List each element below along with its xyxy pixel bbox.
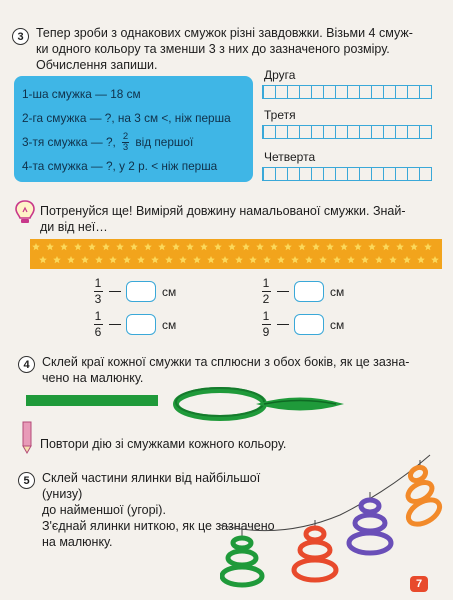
condition-row-3-pre: 3-тя смужка — ?, xyxy=(22,135,120,149)
star-icon xyxy=(361,256,369,263)
star-icon xyxy=(396,243,404,250)
ruler-label-second: Друга xyxy=(264,68,296,82)
tip-line-2: ди від неї… xyxy=(40,220,108,234)
star-icon xyxy=(326,243,334,250)
ruler-label-fourth: Четверта xyxy=(264,150,316,164)
star-icon xyxy=(277,256,285,263)
fraction-2: $\frac{1}{2}$ xyxy=(262,276,270,306)
star-icon xyxy=(417,256,425,263)
task-4-text xyxy=(42,354,447,386)
star-icon xyxy=(284,243,292,250)
star-icon xyxy=(74,243,82,250)
star-icon xyxy=(158,243,166,250)
star-icon xyxy=(235,256,243,263)
star-icon xyxy=(221,256,229,263)
answer-box-3[interactable] xyxy=(126,314,156,335)
fraction-answer-4 xyxy=(260,310,344,339)
star-icon xyxy=(228,243,236,250)
star-icon xyxy=(368,243,376,250)
ruler-label-third: Третя xyxy=(264,108,296,122)
violet-tree xyxy=(349,492,391,553)
unit-cm-2: см xyxy=(330,284,345,299)
fraction-1: $\frac{1}{3}$ xyxy=(94,276,102,306)
star-icon xyxy=(410,243,418,250)
condition-row-4: 4-та смужка — ?, у 2 р. < ніж перша xyxy=(22,159,218,173)
star-icon xyxy=(95,256,103,263)
star-icon xyxy=(305,256,313,263)
star-icon xyxy=(291,256,299,263)
star-icon xyxy=(32,243,40,250)
condition-row-1: 1-ша смужка — 18 см xyxy=(22,87,141,101)
condition-row-3-post: від першої xyxy=(132,135,194,149)
star-icon xyxy=(102,243,110,250)
task-4-number: 4 xyxy=(18,356,35,373)
task-5-line-3: З'єднай ялинки ниткою, як це зазначено xyxy=(42,519,275,533)
fraction-answer-2 xyxy=(260,277,344,306)
star-icon xyxy=(207,256,215,263)
repeat-instruction: Повтори дію зі смужками кожного кольору. xyxy=(40,437,287,451)
star-icon xyxy=(200,243,208,250)
star-icon xyxy=(319,256,327,263)
green-tree xyxy=(222,526,262,585)
star-icon xyxy=(172,243,180,250)
star-icon xyxy=(116,243,124,250)
task-5-line-4: на малюнку. xyxy=(42,535,113,549)
answer-box-1[interactable] xyxy=(126,281,156,302)
tip-line-1: Потренуйся ще! Виміряй довжину намальованої смужки. Знай- xyxy=(40,204,406,218)
star-icon xyxy=(151,256,159,263)
answer-box-4[interactable] xyxy=(294,314,324,335)
answer-ruler-fourth[interactable] xyxy=(262,167,432,181)
star-icon xyxy=(109,256,117,263)
star-icon xyxy=(263,256,271,263)
task-5-line-2: до найменшої (угорі). xyxy=(42,503,166,517)
star-icon xyxy=(424,243,432,250)
star-icon xyxy=(53,256,61,263)
star-icon xyxy=(88,243,96,250)
star-icon xyxy=(333,256,341,263)
star-icon xyxy=(130,243,138,250)
task-4-line-1: Склей краї кожної смужки та сплюсни з обох боків, як це зазна- xyxy=(42,355,410,369)
star-icon xyxy=(256,243,264,250)
task-5-number: 5 xyxy=(18,472,35,489)
lightbulb-icon xyxy=(13,198,37,228)
fraction-answer-3 xyxy=(92,310,176,339)
star-icon xyxy=(46,243,54,250)
star-icon xyxy=(354,243,362,250)
star-icon xyxy=(298,243,306,250)
star-icon xyxy=(60,243,68,250)
task-3-line-2: ки одного кольору та зменши 3 з них до зазначеного розміру. xyxy=(36,42,390,56)
star-pattern xyxy=(30,239,442,269)
star-icon xyxy=(340,243,348,250)
red-tree xyxy=(294,520,336,580)
orange-star-strip xyxy=(30,239,442,269)
task-3-number: 3 xyxy=(12,28,29,45)
star-icon xyxy=(214,243,222,250)
star-icon xyxy=(431,256,439,263)
star-icon xyxy=(81,256,89,263)
task-3-line-3: Обчислення запиши. xyxy=(36,58,158,72)
tip-text xyxy=(40,203,445,235)
star-icon xyxy=(312,243,320,250)
task-3-line-1: Тепер зроби з однакових смужок різні завдовжки. Візьми 4 смуж- xyxy=(36,26,413,40)
fraction-3: $\frac{1}{6}$ xyxy=(94,309,102,339)
fraction-answer-1 xyxy=(92,277,176,306)
orange-tree xyxy=(404,460,443,529)
star-icon xyxy=(137,256,145,263)
star-icon xyxy=(39,256,47,263)
fraction-two-thirds xyxy=(122,132,129,153)
fraction-4: $\frac{1}{9}$ xyxy=(262,309,270,339)
star-icon xyxy=(389,256,397,263)
star-icon xyxy=(347,256,355,263)
condition-row-3 xyxy=(22,130,245,154)
unit-cm-1: см xyxy=(162,284,177,299)
star-icon xyxy=(179,256,187,263)
unit-cm-3: см xyxy=(162,317,177,332)
star-icon xyxy=(193,256,201,263)
green-flattened-ring xyxy=(250,387,350,421)
star-icon xyxy=(270,243,278,250)
star-icon xyxy=(67,256,75,263)
star-icon xyxy=(382,243,390,250)
star-icon xyxy=(186,243,194,250)
condition-row-2: 2-га смужка — ?, на 3 см <, ніж перша xyxy=(22,111,231,125)
star-icon xyxy=(403,256,411,263)
fraction-denominator: 3 xyxy=(122,141,129,153)
star-icon xyxy=(144,243,152,250)
unit-cm-4: см xyxy=(330,317,345,332)
fraction-numerator: 2 xyxy=(122,130,129,142)
star-icon xyxy=(375,256,383,263)
star-icon xyxy=(165,256,173,263)
star-icon xyxy=(249,256,257,263)
star-icon xyxy=(242,243,250,250)
page-number: 7 xyxy=(410,576,428,592)
task-4-line-2: чено на малюнку. xyxy=(42,371,144,385)
task-3-text xyxy=(36,25,446,73)
answer-box-2[interactable] xyxy=(294,281,324,302)
green-strip-flat xyxy=(26,395,158,406)
conditions-box xyxy=(14,76,253,182)
answer-ruler-third[interactable] xyxy=(262,125,432,139)
task-5-line-1: Склей частини ялинки від найбільшої (унизу) xyxy=(42,471,261,501)
answer-ruler-second[interactable] xyxy=(262,85,432,99)
star-icon xyxy=(123,256,131,263)
pencil-icon xyxy=(19,420,35,454)
